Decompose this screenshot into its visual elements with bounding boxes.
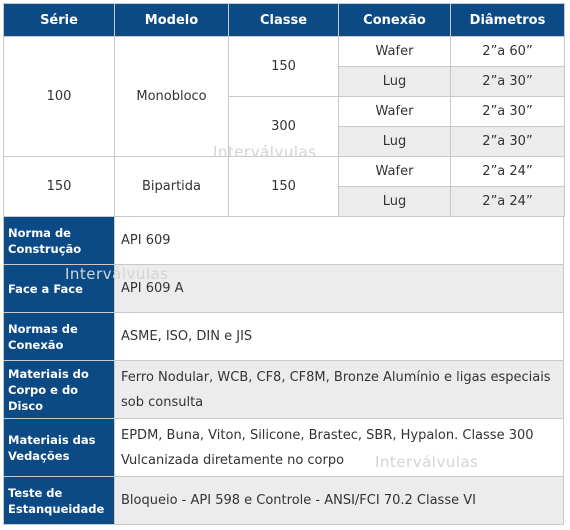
conexao-cell: Lug [339, 127, 451, 157]
header-conexao: Conexão [339, 4, 451, 37]
conexao-cell: Lug [339, 187, 451, 217]
modelo-cell: Monobloco [115, 37, 229, 157]
diametro-cell: 2”a 60” [451, 37, 565, 67]
valve-spec-sheet [3, 3, 564, 527]
spec-value: API 609 [115, 217, 564, 265]
spec-label: Teste de Estanqueidade [4, 477, 115, 525]
header-diametros: Diâmetros [451, 4, 565, 37]
header-classe: Classe [229, 4, 339, 37]
models-table [3, 3, 565, 217]
conexao-cell: Lug [339, 67, 451, 97]
watermark: Interválvulas [65, 265, 169, 283]
spec-label: Norma de Construção [4, 217, 115, 265]
diametro-cell: 2”a 30” [451, 127, 565, 157]
conexao-cell: Wafer [339, 97, 451, 127]
header-serie: Série [4, 4, 115, 37]
spec-label: Normas de Conexão [4, 313, 115, 361]
classe-cell: 150 [229, 157, 339, 217]
spec-value: Ferro Nodular, WCB, CF8, CF8M, Bronze Alumínio e ligas especiais sob consulta [115, 361, 564, 419]
watermark: Interválvulas [213, 143, 317, 161]
diametro-cell: 2”a 24” [451, 157, 565, 187]
spec-value: Bloqueio - API 598 e Controle - ANSI/FCI 70.2 Classe VI [115, 477, 564, 525]
classe-cell: 150 [229, 37, 339, 97]
diametro-cell: 2”a 30” [451, 67, 565, 97]
diametro-cell: 2”a 30” [451, 97, 565, 127]
conexao-cell: Wafer [339, 37, 451, 67]
specs-table [3, 216, 564, 525]
spec-label: Materiais das Vedações [4, 419, 115, 477]
diametro-cell: 2”a 24” [451, 187, 565, 217]
header-modelo: Modelo [115, 4, 229, 37]
spec-label: Face a Face [4, 265, 115, 313]
spec-value: ASME, ISO, DIN e JIS [115, 313, 564, 361]
spec-value: API 609 A [115, 265, 564, 313]
serie-cell: 150 [4, 157, 115, 217]
watermark: Interválvulas [375, 453, 479, 471]
modelo-cell: Bipartida [115, 157, 229, 217]
classe-cell: 300 [229, 97, 339, 157]
conexao-cell: Wafer [339, 157, 451, 187]
spec-label: Materiais do Corpo e do Disco [4, 361, 115, 419]
spec-value: EPDM, Buna, Viton, Silicone, Brastec, SBR, Hypalon. Classe 300 Vulcanizada diretamente no corpo [115, 419, 564, 477]
serie-cell: 100 [4, 37, 115, 157]
